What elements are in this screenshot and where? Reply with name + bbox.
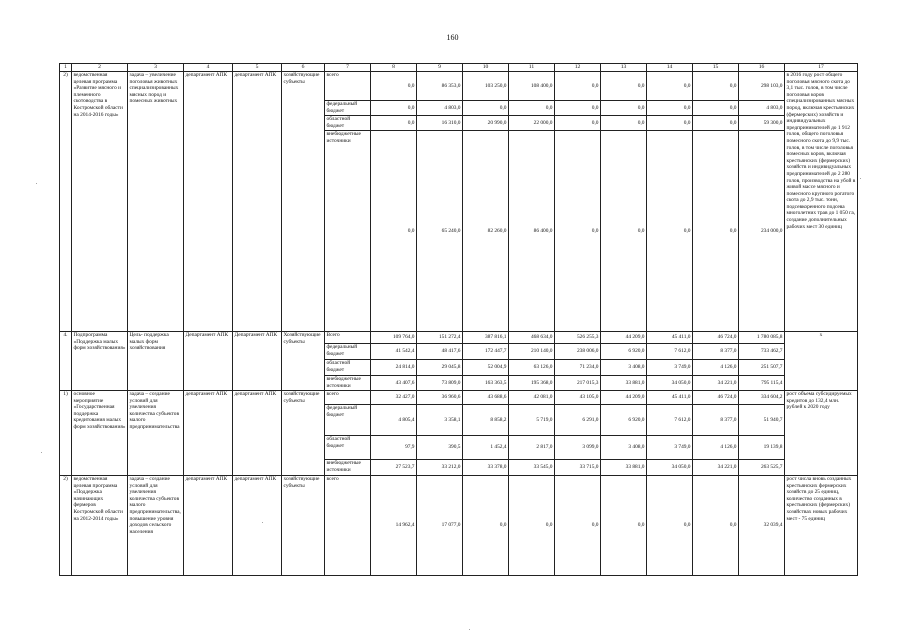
amount-cell: 0,0 xyxy=(601,116,647,131)
amount-cell: 0,0 xyxy=(601,72,647,101)
amount-cell: 0,0 xyxy=(601,101,647,116)
amount-cell: 29 045,8 xyxy=(417,360,463,376)
amount-cell: 44 209,0 xyxy=(601,391,647,405)
column-number-row xyxy=(60,64,858,72)
amount-cell: 210 140,0 xyxy=(509,344,555,360)
total-cell: 334 604,2 xyxy=(739,391,785,405)
amount-cell: 195 368,0 xyxy=(509,376,555,391)
amount-cell: 387 816,1 xyxy=(463,332,509,344)
amount-cell: 73 809,0 xyxy=(417,376,463,391)
amount-cell: 43 688,6 xyxy=(463,391,509,405)
amount-cell: 33 212,0 xyxy=(417,460,463,476)
table-row xyxy=(60,332,858,344)
total-cell: 795 115,4 xyxy=(739,376,785,391)
table-row xyxy=(60,476,858,576)
amount-cell: 4 805,4 xyxy=(371,405,417,436)
amount-cell: 0,0 xyxy=(601,131,647,332)
amount-cell: 41 542,4 xyxy=(371,344,417,360)
amount-cell: 6 291,0 xyxy=(555,405,601,436)
amount-cell: 43 105,0 xyxy=(555,391,601,405)
amount-cell: 27 523,7 xyxy=(371,460,417,476)
goal-text: задача – создание условий для увеличения количества субъектов малого предпринимательства, повышение уровня доходов сельского населения xyxy=(128,476,184,576)
amount-cell: 71 234,0 xyxy=(555,360,601,376)
amount-cell: 0,0 xyxy=(555,116,601,131)
column-number: 17 xyxy=(785,64,858,72)
amount-cell: 3 408,0 xyxy=(601,436,647,460)
amount-cell: 46 724,0 xyxy=(693,332,739,344)
row-number: 2) xyxy=(60,72,72,332)
amount-cell: 0,0 xyxy=(601,476,647,576)
scan-speck xyxy=(469,629,470,630)
amount-cell: 32 427,0 xyxy=(371,391,417,405)
amount-cell: 0,0 xyxy=(693,72,739,101)
amount-cell: 0,0 xyxy=(693,476,739,576)
total-cell: 733 462,7 xyxy=(739,344,785,360)
funding-source: Всего xyxy=(325,332,371,344)
amount-cell: 52 004,9 xyxy=(463,360,509,376)
amount-cell: 7 612,0 xyxy=(647,405,693,436)
amount-cell: 46 724,0 xyxy=(693,391,739,405)
column-number: 13 xyxy=(601,64,647,72)
co-executor: департамент АПК xyxy=(233,476,282,576)
responsible-executor: Департамент АПК xyxy=(184,332,233,391)
amount-cell: 0,0 xyxy=(647,476,693,576)
table-row xyxy=(60,391,858,405)
program-name: ведомственная целевая программа «Поддержка начинающих фермеров Костромской области на 2012-2014 годы» xyxy=(72,476,128,576)
amount-cell: 34 221,0 xyxy=(693,376,739,391)
budget-table xyxy=(59,63,858,576)
amount-cell: 7 612,0 xyxy=(647,344,693,360)
program-name: основное мероприятие «Государственная поддержка кредитования малых форм хозяйствования» xyxy=(72,391,128,476)
amount-cell: 45 411,0 xyxy=(647,332,693,344)
amount-cell: 34 050,0 xyxy=(647,376,693,391)
amount-cell: 0,0 xyxy=(509,101,555,116)
funding-source: областной бюджет xyxy=(325,360,371,376)
amount-cell: 44 209,0 xyxy=(601,332,647,344)
amount-cell: 0,0 xyxy=(371,101,417,116)
row-number: 1) xyxy=(60,391,72,476)
total-cell: 51 940,7 xyxy=(739,405,785,436)
amount-cell: 20 990,0 xyxy=(463,116,509,131)
amount-cell: 0,0 xyxy=(371,116,417,131)
co-executor: Департамент АПК xyxy=(233,332,282,391)
amount-cell: 43 407,6 xyxy=(371,376,417,391)
amount-cell: 33 715,0 xyxy=(555,460,601,476)
amount-cell: 0,0 xyxy=(371,72,417,101)
amount-cell: 468 634,0 xyxy=(509,332,555,344)
amount-cell: 109 764,0 xyxy=(371,332,417,344)
amount-cell: 0,0 xyxy=(555,131,601,332)
amount-cell: 86 400,0 xyxy=(509,131,555,332)
column-number: 9 xyxy=(417,64,463,72)
scan-speck xyxy=(41,452,42,453)
amount-cell: 0,0 xyxy=(555,101,601,116)
total-cell: 4 803,0 xyxy=(739,101,785,116)
amount-cell: 3 749,0 xyxy=(647,436,693,460)
amount-cell: 238 006,0 xyxy=(555,344,601,360)
amount-cell: 4 126,0 xyxy=(693,360,739,376)
amount-cell: 0,0 xyxy=(647,131,693,332)
amount-cell: 172 447,7 xyxy=(463,344,509,360)
amount-cell: 97,9 xyxy=(371,436,417,460)
total-cell: 263 525,7 xyxy=(739,460,785,476)
goal-text: задача – увеличение поголовья животных специализированных мясных пород и помесных животных xyxy=(128,72,184,332)
amount-cell: 0,0 xyxy=(647,72,693,101)
amount-cell: 0,0 xyxy=(693,101,739,116)
column-number: 3 xyxy=(128,64,184,72)
total-cell: 19 139,8 xyxy=(739,436,785,460)
amount-cell: 526 255,3 xyxy=(555,332,601,344)
row-number: 2) xyxy=(60,476,72,576)
funding-source: федеральный бюджет xyxy=(325,344,371,360)
amount-cell: 0,0 xyxy=(463,476,509,576)
amount-cell: 0,0 xyxy=(693,131,739,332)
amount-cell: 0,0 xyxy=(509,476,555,576)
column-number: 11 xyxy=(509,64,555,72)
amount-cell: 22 000,0 xyxy=(509,116,555,131)
column-number: 1 xyxy=(60,64,72,72)
co-executor: департамент АПК xyxy=(233,391,282,476)
amount-cell: 0,0 xyxy=(647,101,693,116)
amount-cell: 103 250,0 xyxy=(463,72,509,101)
participants: хозяйствующие субъекты xyxy=(282,476,325,576)
amount-cell: 3 749,0 xyxy=(647,360,693,376)
expected-result: рост объема субсидируемых кредитов до 132,4 млн. рублей к 2020 году xyxy=(785,391,858,476)
participants: Хозяйствующие субъекты xyxy=(282,332,325,391)
amount-cell: 33 545,0 xyxy=(509,460,555,476)
amount-cell: 390,5 xyxy=(417,436,463,460)
amount-cell: 2 817,0 xyxy=(509,436,555,460)
goal-text: Цель- поддержка малых форм хозяйствования xyxy=(128,332,184,391)
funding-source: всего xyxy=(325,476,371,576)
column-number: 8 xyxy=(371,64,417,72)
amount-cell: 45 411,0 xyxy=(647,391,693,405)
amount-cell: 33 881,0 xyxy=(601,460,647,476)
amount-cell: 3 099,0 xyxy=(555,436,601,460)
funding-source: областной бюджет xyxy=(325,116,371,131)
total-cell: 298 103,0 xyxy=(739,72,785,101)
amount-cell: 5 719,0 xyxy=(509,405,555,436)
total-cell: 59 300,0 xyxy=(739,116,785,131)
amount-cell: 0,0 xyxy=(693,116,739,131)
column-number: 5 xyxy=(233,64,282,72)
total-cell: 1 780 085,8 xyxy=(739,332,785,344)
amount-cell: 151 272,4 xyxy=(417,332,463,344)
amount-cell: 163 363,5 xyxy=(463,376,509,391)
co-executor: департамент АПК xyxy=(233,72,282,332)
total-cell: 32 039,4 xyxy=(739,476,785,576)
total-cell: 251 507,7 xyxy=(739,360,785,376)
amount-cell: 6 920,0 xyxy=(601,405,647,436)
funding-source: всего xyxy=(325,391,371,405)
amount-cell: 6 920,0 xyxy=(601,344,647,360)
amount-cell: 86 353,0 xyxy=(417,72,463,101)
expected-result: рост числа вновь созданных крестьянских фермерских хозяйств до 25 единиц, количество созданных в крестьянских (фермерских) хозяйствах новых рабочих мест - 75 единиц xyxy=(785,476,858,576)
amount-cell: 3 408,0 xyxy=(601,360,647,376)
amount-cell: 24 814,0 xyxy=(371,360,417,376)
column-number: 15 xyxy=(693,64,739,72)
amount-cell: 217 015,3 xyxy=(555,376,601,391)
page-number: 160 xyxy=(446,33,459,42)
funding-source: внебюджетные источники xyxy=(325,131,371,332)
amount-cell: 0,0 xyxy=(463,101,509,116)
funding-source: внебюджетные источники xyxy=(325,460,371,476)
program-name: ведомственная целевая программа «Развитие мясного и племенного скотоводства в Костромской области на 2014-2016 годы» xyxy=(72,72,128,332)
program-name: Подпрограмма «Поддержка малых форм хозяйствования» xyxy=(72,332,128,391)
column-number: 10 xyxy=(463,64,509,72)
amount-cell: 65 240,0 xyxy=(417,131,463,332)
scan-speck xyxy=(262,522,263,523)
amount-cell: 14 962,4 xyxy=(371,476,417,576)
amount-cell: 17 077,0 xyxy=(417,476,463,576)
funding-source: внебюджетные источники xyxy=(325,376,371,391)
amount-cell: 48 417,6 xyxy=(417,344,463,360)
participants: хозяйствующие субъекты xyxy=(282,72,325,332)
amount-cell: 16 310,0 xyxy=(417,116,463,131)
amount-cell: 33 881,0 xyxy=(601,376,647,391)
row-number: 4. xyxy=(60,332,72,391)
amount-cell: 1 452,4 xyxy=(463,436,509,460)
goal-text: задача – создание условий для увеличения количества субъектов малого предпринимательства xyxy=(128,391,184,476)
amount-cell: 0,0 xyxy=(555,476,601,576)
amount-cell: 8 377,0 xyxy=(693,344,739,360)
amount-cell: 3 358,1 xyxy=(417,405,463,436)
column-number: 12 xyxy=(555,64,601,72)
expected-result: в 2016 году рост общего поголовья мясного скота до 3,1 тыс. голов, в том числе поголовья коров специализированных мясных пород, включая крестьянских (фермерских) хозяйств и индивидуальных предпринимателей до 1 912 голов, общего поголовья помесного скота до 9,9 тыс. голов, в том числе поголовья помесных коров, включая крестьянских (фермерских) хозяйств и индивидуальных предпринимателей до 2 280 голов, производства на убой в живой массе мясного и помесного крупного рогатого скота до 2,9 тыс. тонн, подсевкоренного подсева многолетних трав до 1 050 га, создание дополнительных рабочих мест 30 единиц xyxy=(785,72,858,332)
amount-cell: 63 126,0 xyxy=(509,360,555,376)
scan-speck xyxy=(36,183,37,184)
amount-cell: 8 858,2 xyxy=(463,405,509,436)
amount-cell: 4 803,0 xyxy=(417,101,463,116)
amount-cell: 0,0 xyxy=(371,131,417,332)
amount-cell: 0,0 xyxy=(555,72,601,101)
funding-source: всего xyxy=(325,72,371,101)
funding-source: федеральный бюджет xyxy=(325,405,371,436)
column-number: 16 xyxy=(739,64,785,72)
total-cell: 234 000,0 xyxy=(739,131,785,332)
amount-cell: 4 126,0 xyxy=(693,436,739,460)
amount-cell: 36 960,6 xyxy=(417,391,463,405)
participants: хозяйствующие субъекты xyxy=(282,391,325,476)
amount-cell: 108 400,0 xyxy=(509,72,555,101)
responsible-executor: департамент АПК xyxy=(184,476,233,576)
column-number: 14 xyxy=(647,64,693,72)
amount-cell: 82 260,0 xyxy=(463,131,509,332)
responsible-executor: департамент АПК xyxy=(184,72,233,332)
funding-source: федеральный бюджет xyxy=(325,101,371,116)
amount-cell: 0,0 xyxy=(647,116,693,131)
scan-speck xyxy=(860,178,861,179)
column-number: 2 xyxy=(72,64,128,72)
funding-source: областной бюджет xyxy=(325,436,371,460)
table-row xyxy=(60,72,858,101)
amount-cell: 34 050,0 xyxy=(647,460,693,476)
responsible-executor: департамент АПК xyxy=(184,391,233,476)
column-number: 6 xyxy=(282,64,325,72)
expected-result: х xyxy=(785,332,858,391)
column-number: 4 xyxy=(184,64,233,72)
amount-cell: 34 221,0 xyxy=(693,460,739,476)
amount-cell: 33 378,0 xyxy=(463,460,509,476)
column-number: 7 xyxy=(325,64,371,72)
amount-cell: 8 377,0 xyxy=(693,405,739,436)
amount-cell: 42 081,0 xyxy=(509,391,555,405)
